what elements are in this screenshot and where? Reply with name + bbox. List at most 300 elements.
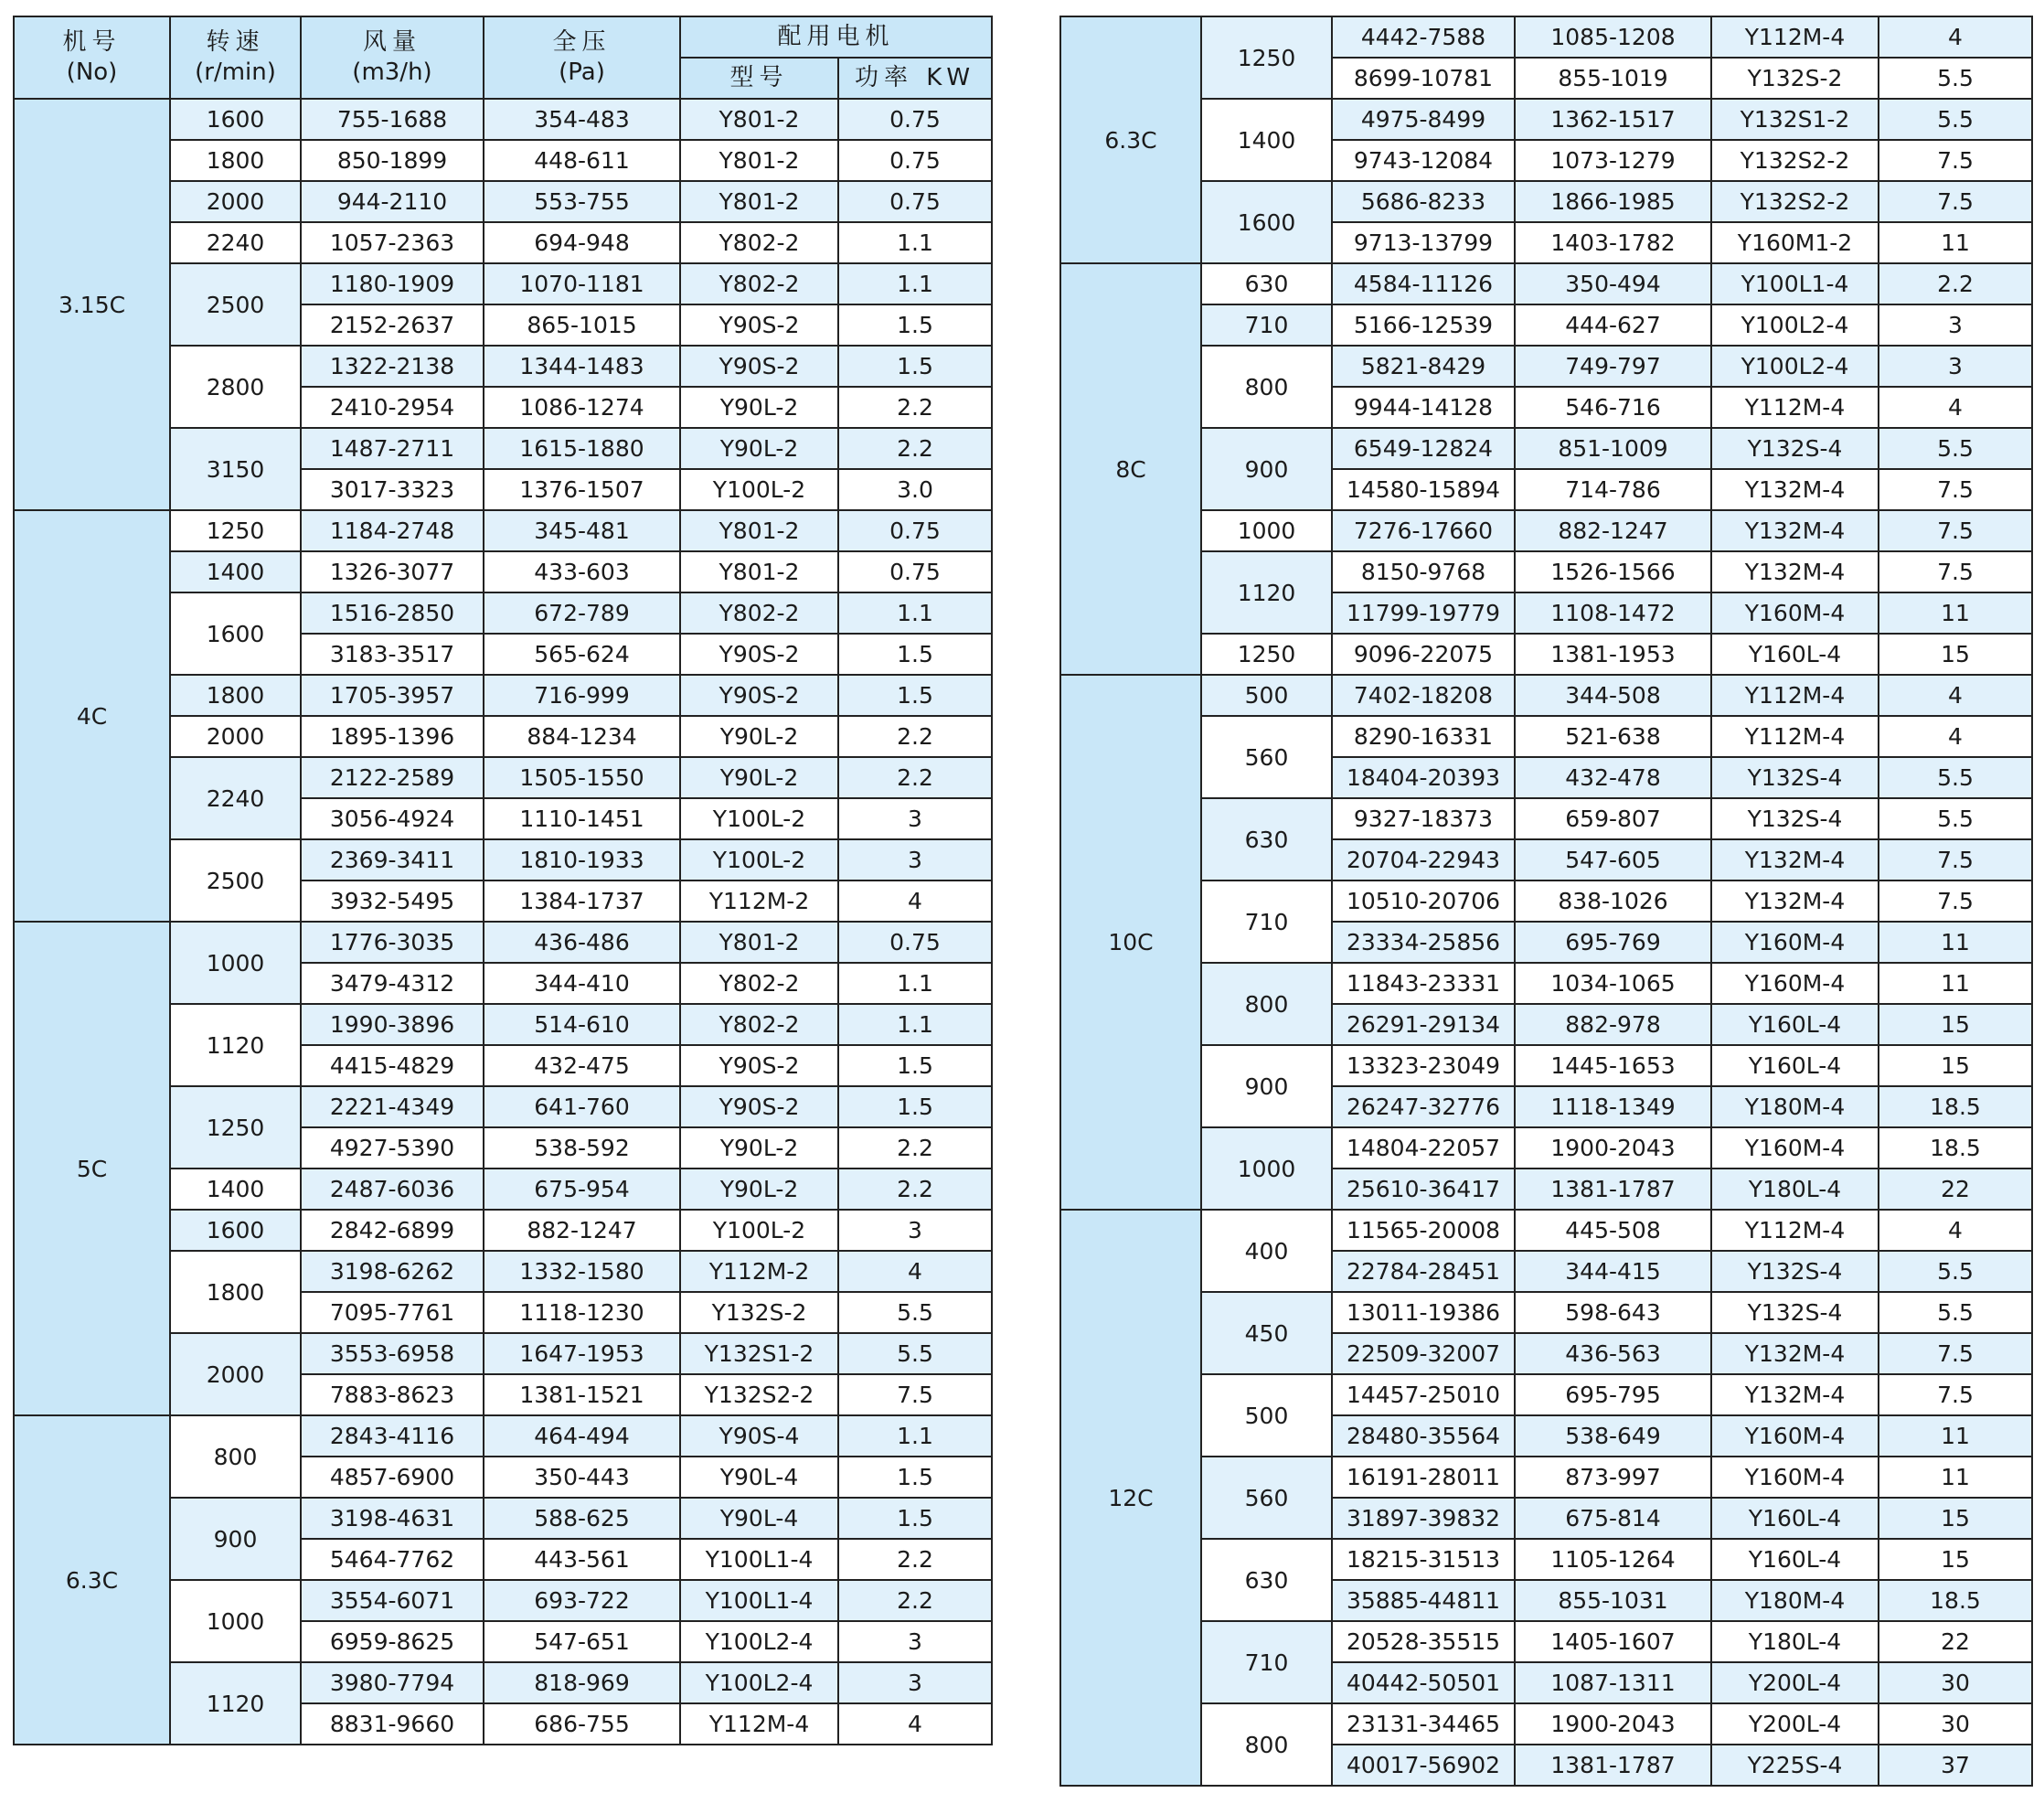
airflow-cell: 28480-35564 bbox=[1333, 1416, 1516, 1457]
speed-cell: 1600 bbox=[171, 1211, 302, 1252]
pressure-cell: 538-649 bbox=[1516, 1416, 1712, 1457]
airflow-cell: 8699-10781 bbox=[1333, 59, 1516, 100]
motor-model-cell: Y180M-4 bbox=[1712, 1087, 1879, 1128]
speed-cell: 1250 bbox=[171, 511, 302, 552]
motor-model-cell: Y801-2 bbox=[681, 511, 839, 552]
motor-model-cell: Y801-2 bbox=[681, 182, 839, 223]
airflow-cell: 4857-6900 bbox=[302, 1457, 484, 1499]
motor-model-cell: Y802-2 bbox=[681, 264, 839, 305]
pressure-cell: 1810-1933 bbox=[484, 840, 681, 881]
airflow-cell: 14804-22057 bbox=[1333, 1128, 1516, 1169]
pressure-cell: 1105-1264 bbox=[1516, 1540, 1712, 1581]
speed-cell: 1800 bbox=[171, 1252, 302, 1334]
motor-power-cell: 11 bbox=[1879, 593, 2033, 635]
airflow-cell: 2221-4349 bbox=[302, 1087, 484, 1128]
header-motor-label: 配用电机 bbox=[777, 23, 895, 50]
airflow-cell: 35885-44811 bbox=[1333, 1581, 1516, 1622]
motor-power-cell: 3 bbox=[839, 1211, 993, 1252]
speed-cell: 900 bbox=[1202, 1046, 1333, 1128]
pressure-cell: 855-1031 bbox=[1516, 1581, 1712, 1622]
motor-power-cell: 1.1 bbox=[839, 1416, 993, 1457]
motor-model-cell: Y132S1-2 bbox=[1712, 100, 1879, 141]
motor-power-cell: 22 bbox=[1879, 1169, 2033, 1211]
pressure-cell: 432-478 bbox=[1516, 758, 1712, 799]
motor-model-cell: Y112M-4 bbox=[681, 1704, 839, 1745]
motor-power-cell: 30 bbox=[1879, 1663, 2033, 1704]
airflow-cell: 4415-4829 bbox=[302, 1046, 484, 1087]
pressure-cell: 659-807 bbox=[1516, 799, 1712, 840]
pressure-cell: 686-755 bbox=[484, 1704, 681, 1745]
header-speed bbox=[171, 17, 302, 100]
pressure-cell: 1505-1550 bbox=[484, 758, 681, 799]
airflow-cell: 14580-15894 bbox=[1333, 470, 1516, 511]
airflow-cell: 11799-19779 bbox=[1333, 593, 1516, 635]
pressure-cell: 1900-2043 bbox=[1516, 1704, 1712, 1745]
airflow-cell: 5686-8233 bbox=[1333, 182, 1516, 223]
motor-power-cell: 0.75 bbox=[839, 182, 993, 223]
motor-model-cell: Y180M-4 bbox=[1712, 1581, 1879, 1622]
motor-model-cell: Y200L-4 bbox=[1712, 1663, 1879, 1704]
machine-no-cell: 5C bbox=[15, 923, 171, 1416]
motor-power-cell: 1.5 bbox=[839, 1046, 993, 1087]
motor-model-cell: Y90L-2 bbox=[681, 1128, 839, 1169]
speed-cell: 1120 bbox=[171, 1005, 302, 1087]
motor-model-cell: Y132S-4 bbox=[1712, 799, 1879, 840]
airflow-cell: 1516-2850 bbox=[302, 593, 484, 635]
airflow-cell: 1180-1909 bbox=[302, 264, 484, 305]
airflow-cell: 1326-3077 bbox=[302, 552, 484, 593]
motor-power-cell: 7.5 bbox=[1879, 1375, 2033, 1416]
pressure-cell: 1376-1507 bbox=[484, 470, 681, 511]
motor-model-cell: Y132S-4 bbox=[1712, 429, 1879, 470]
speed-cell: 1800 bbox=[171, 676, 302, 717]
airflow-cell: 2842-6899 bbox=[302, 1211, 484, 1252]
machine-no-cell: 6.3C bbox=[1061, 17, 1202, 264]
speed-cell: 500 bbox=[1202, 676, 1333, 717]
motor-power-cell: 5.5 bbox=[1879, 1252, 2033, 1293]
airflow-cell: 3198-4631 bbox=[302, 1499, 484, 1540]
motor-model-cell: Y112M-2 bbox=[681, 1252, 839, 1293]
motor-power-cell: 3 bbox=[839, 840, 993, 881]
motor-power-cell: 2.2 bbox=[839, 429, 993, 470]
airflow-cell: 3183-3517 bbox=[302, 635, 484, 676]
machine-no-cell: 12C bbox=[1061, 1211, 1202, 1787]
motor-model-cell: Y132S-2 bbox=[681, 1293, 839, 1334]
header-motor-power bbox=[839, 59, 993, 100]
airflow-cell: 9713-13799 bbox=[1333, 223, 1516, 264]
motor-power-cell: 30 bbox=[1879, 1704, 2033, 1745]
motor-model-cell: Y100L2-4 bbox=[1712, 305, 1879, 347]
header-speed-label: 转速 bbox=[206, 28, 265, 56]
pressure-cell: 598-643 bbox=[1516, 1293, 1712, 1334]
speed-cell: 900 bbox=[1202, 429, 1333, 511]
motor-model-cell: Y180L-4 bbox=[1712, 1169, 1879, 1211]
pressure-cell: 514-610 bbox=[484, 1005, 681, 1046]
motor-model-cell: Y112M-2 bbox=[681, 881, 839, 923]
pressure-cell: 1405-1607 bbox=[1516, 1622, 1712, 1663]
motor-model-cell: Y200L-4 bbox=[1712, 1704, 1879, 1745]
motor-power-cell: 7.5 bbox=[839, 1375, 993, 1416]
motor-power-cell: 2.2 bbox=[839, 388, 993, 429]
motor-model-cell: Y90S-2 bbox=[681, 635, 839, 676]
speed-cell: 800 bbox=[1202, 964, 1333, 1046]
speed-cell: 2240 bbox=[171, 758, 302, 840]
speed-cell: 500 bbox=[1202, 1375, 1333, 1457]
motor-power-cell: 2.2 bbox=[1879, 264, 2033, 305]
motor-power-cell: 5.5 bbox=[839, 1334, 993, 1375]
motor-model-cell: Y100L-2 bbox=[681, 1211, 839, 1252]
pressure-cell: 1381-1521 bbox=[484, 1375, 681, 1416]
motor-model-cell: Y100L1-4 bbox=[681, 1581, 839, 1622]
pressure-cell: 1034-1065 bbox=[1516, 964, 1712, 1005]
speed-cell: 800 bbox=[171, 1416, 302, 1499]
motor-model-cell: Y802-2 bbox=[681, 964, 839, 1005]
motor-power-cell: 15 bbox=[1879, 635, 2033, 676]
airflow-cell: 26247-32776 bbox=[1333, 1087, 1516, 1128]
pressure-cell: 350-494 bbox=[1516, 264, 1712, 305]
motor-model-cell: Y132M-4 bbox=[1712, 1334, 1879, 1375]
machine-no-cell: 6.3C bbox=[15, 1416, 171, 1745]
pressure-cell: 838-1026 bbox=[1516, 881, 1712, 923]
motor-model-cell: Y160L-4 bbox=[1712, 1540, 1879, 1581]
motor-model-cell: Y132M-4 bbox=[1712, 511, 1879, 552]
pressure-cell: 1110-1451 bbox=[484, 799, 681, 840]
airflow-cell: 2843-4116 bbox=[302, 1416, 484, 1457]
motor-model-cell: Y132M-4 bbox=[1712, 470, 1879, 511]
speed-cell: 560 bbox=[1202, 717, 1333, 799]
pressure-cell: 884-1234 bbox=[484, 717, 681, 758]
speed-cell: 2000 bbox=[171, 182, 302, 223]
pressure-cell: 433-603 bbox=[484, 552, 681, 593]
pressure-cell: 1866-1985 bbox=[1516, 182, 1712, 223]
header-pressure-unit: (Pa) bbox=[559, 59, 605, 86]
speed-cell: 1600 bbox=[1202, 182, 1333, 264]
airflow-cell: 3198-6262 bbox=[302, 1252, 484, 1293]
pressure-cell: 1108-1472 bbox=[1516, 593, 1712, 635]
motor-power-cell: 22 bbox=[1879, 1622, 2033, 1663]
motor-power-cell: 1.5 bbox=[839, 676, 993, 717]
motor-model-cell: Y160M-4 bbox=[1712, 593, 1879, 635]
motor-model-cell: Y160L-4 bbox=[1712, 1499, 1879, 1540]
header-motor-model-label: 型号 bbox=[729, 64, 789, 91]
pressure-cell: 1384-1737 bbox=[484, 881, 681, 923]
motor-model-cell: Y132M-4 bbox=[1712, 840, 1879, 881]
motor-power-cell: 1.1 bbox=[839, 593, 993, 635]
motor-model-cell: Y112M-4 bbox=[1712, 388, 1879, 429]
motor-power-cell: 11 bbox=[1879, 1416, 2033, 1457]
pressure-cell: 1073-1279 bbox=[1516, 141, 1712, 182]
airflow-cell: 3056-4924 bbox=[302, 799, 484, 840]
machine-no-cell: 3.15C bbox=[15, 100, 171, 511]
speed-cell: 1000 bbox=[1202, 511, 1333, 552]
header-airflow-label: 风量 bbox=[362, 28, 421, 56]
airflow-cell: 8290-16331 bbox=[1333, 717, 1516, 758]
header-speed-unit: (r/min) bbox=[195, 59, 276, 86]
speed-cell: 1800 bbox=[171, 141, 302, 182]
pressure-cell: 553-755 bbox=[484, 182, 681, 223]
airflow-cell: 10510-20706 bbox=[1333, 881, 1516, 923]
speed-cell: 1250 bbox=[1202, 17, 1333, 100]
pressure-cell: 464-494 bbox=[484, 1416, 681, 1457]
pressure-cell: 436-563 bbox=[1516, 1334, 1712, 1375]
motor-model-cell: Y801-2 bbox=[681, 141, 839, 182]
airflow-cell: 850-1899 bbox=[302, 141, 484, 182]
machine-no-cell: 8C bbox=[1061, 264, 1202, 676]
airflow-cell: 4927-5390 bbox=[302, 1128, 484, 1169]
airflow-cell: 5821-8429 bbox=[1333, 347, 1516, 388]
header-airflow-unit: (m3/h) bbox=[352, 59, 432, 86]
airflow-cell: 14457-25010 bbox=[1333, 1375, 1516, 1416]
pressure-cell: 345-481 bbox=[484, 511, 681, 552]
motor-power-cell: 2.2 bbox=[839, 758, 993, 799]
pressure-cell: 445-508 bbox=[1516, 1211, 1712, 1252]
motor-power-cell: 5.5 bbox=[1879, 100, 2033, 141]
airflow-cell: 7402-18208 bbox=[1333, 676, 1516, 717]
airflow-cell: 11565-20008 bbox=[1333, 1211, 1516, 1252]
airflow-cell: 4442-7588 bbox=[1333, 17, 1516, 59]
motor-power-cell: 15 bbox=[1879, 1005, 2033, 1046]
motor-power-cell: 5.5 bbox=[1879, 59, 2033, 100]
motor-power-cell: 3 bbox=[839, 1622, 993, 1663]
motor-model-cell: Y100L1-4 bbox=[681, 1540, 839, 1581]
motor-power-cell: 3 bbox=[1879, 305, 2033, 347]
speed-cell: 630 bbox=[1202, 799, 1333, 881]
speed-cell: 2500 bbox=[171, 840, 302, 923]
motor-power-cell: 1.5 bbox=[839, 1457, 993, 1499]
motor-model-cell: Y132S1-2 bbox=[681, 1334, 839, 1375]
speed-cell: 2000 bbox=[171, 1334, 302, 1416]
pressure-cell: 546-716 bbox=[1516, 388, 1712, 429]
airflow-cell: 2410-2954 bbox=[302, 388, 484, 429]
airflow-cell: 4584-11126 bbox=[1333, 264, 1516, 305]
speed-cell: 710 bbox=[1202, 1622, 1333, 1704]
airflow-cell: 5166-12539 bbox=[1333, 305, 1516, 347]
airflow-cell: 2152-2637 bbox=[302, 305, 484, 347]
pressure-cell: 882-978 bbox=[1516, 1005, 1712, 1046]
machine-no-cell: 4C bbox=[15, 511, 171, 923]
pressure-cell: 1118-1349 bbox=[1516, 1087, 1712, 1128]
airflow-cell: 3479-4312 bbox=[302, 964, 484, 1005]
motor-model-cell: Y100L-2 bbox=[681, 840, 839, 881]
airflow-cell: 23131-34465 bbox=[1333, 1704, 1516, 1745]
pressure-cell: 865-1015 bbox=[484, 305, 681, 347]
motor-model-cell: Y132M-4 bbox=[1712, 881, 1879, 923]
pressure-cell: 344-415 bbox=[1516, 1252, 1712, 1293]
motor-power-cell: 2.2 bbox=[839, 1581, 993, 1622]
motor-power-cell: 4 bbox=[1879, 17, 2033, 59]
speed-cell: 900 bbox=[171, 1499, 302, 1581]
motor-model-cell: Y112M-4 bbox=[1712, 17, 1879, 59]
airflow-cell: 18404-20393 bbox=[1333, 758, 1516, 799]
speed-cell: 1400 bbox=[1202, 100, 1333, 182]
pressure-cell: 695-795 bbox=[1516, 1375, 1712, 1416]
motor-power-cell: 18.5 bbox=[1879, 1087, 2033, 1128]
airflow-cell: 9096-22075 bbox=[1333, 635, 1516, 676]
pressure-cell: 1070-1181 bbox=[484, 264, 681, 305]
header-machine-no-label: 机号 bbox=[62, 28, 122, 56]
pressure-cell: 1087-1311 bbox=[1516, 1663, 1712, 1704]
motor-model-cell: Y100L1-4 bbox=[1712, 264, 1879, 305]
motor-power-cell: 5.5 bbox=[1879, 758, 2033, 799]
motor-model-cell: Y132S2-2 bbox=[1712, 182, 1879, 223]
motor-model-cell: Y802-2 bbox=[681, 593, 839, 635]
pressure-cell: 1381-1787 bbox=[1516, 1169, 1712, 1211]
pressure-cell: 695-769 bbox=[1516, 923, 1712, 964]
motor-power-cell: 3.0 bbox=[839, 470, 993, 511]
motor-power-cell: 3 bbox=[839, 799, 993, 840]
pressure-cell: 521-638 bbox=[1516, 717, 1712, 758]
airflow-cell: 1895-1396 bbox=[302, 717, 484, 758]
pressure-cell: 672-789 bbox=[484, 593, 681, 635]
motor-power-cell: 7.5 bbox=[1879, 552, 2033, 593]
airflow-cell: 18215-31513 bbox=[1333, 1540, 1516, 1581]
airflow-cell: 31897-39832 bbox=[1333, 1499, 1516, 1540]
speed-cell: 1120 bbox=[171, 1663, 302, 1745]
motor-power-cell: 11 bbox=[1879, 223, 2033, 264]
motor-power-cell: 1.5 bbox=[839, 1087, 993, 1128]
speed-cell: 1600 bbox=[171, 100, 302, 141]
airflow-cell: 1184-2748 bbox=[302, 511, 484, 552]
pressure-cell: 354-483 bbox=[484, 100, 681, 141]
speed-cell: 800 bbox=[1202, 1704, 1333, 1787]
motor-power-cell: 4 bbox=[1879, 676, 2033, 717]
motor-model-cell: Y90S-2 bbox=[681, 676, 839, 717]
motor-model-cell: Y160L-4 bbox=[1712, 635, 1879, 676]
motor-model-cell: Y90L-2 bbox=[681, 1169, 839, 1211]
pressure-cell: 1647-1953 bbox=[484, 1334, 681, 1375]
motor-power-cell: 1.5 bbox=[839, 635, 993, 676]
airflow-cell: 40017-56902 bbox=[1333, 1745, 1516, 1787]
motor-model-cell: Y132S2-2 bbox=[1712, 141, 1879, 182]
speed-cell: 1600 bbox=[171, 593, 302, 676]
motor-model-cell: Y160M-4 bbox=[1712, 964, 1879, 1005]
motor-model-cell: Y132M-4 bbox=[1712, 552, 1879, 593]
airflow-cell: 8150-9768 bbox=[1333, 552, 1516, 593]
header-machine-no bbox=[15, 17, 171, 100]
motor-model-cell: Y801-2 bbox=[681, 552, 839, 593]
machine-no-cell: 10C bbox=[1061, 676, 1202, 1211]
speed-cell: 630 bbox=[1202, 1540, 1333, 1622]
pressure-cell: 547-605 bbox=[1516, 840, 1712, 881]
motor-model-cell: Y802-2 bbox=[681, 223, 839, 264]
pressure-cell: 448-611 bbox=[484, 141, 681, 182]
pressure-cell: 436-486 bbox=[484, 923, 681, 964]
motor-power-cell: 5.5 bbox=[1879, 429, 2033, 470]
pressure-cell: 1086-1274 bbox=[484, 388, 681, 429]
speed-cell: 1400 bbox=[171, 1169, 302, 1211]
motor-model-cell: Y132S-2 bbox=[1712, 59, 1879, 100]
pressure-cell: 818-969 bbox=[484, 1663, 681, 1704]
motor-power-cell: 2.2 bbox=[839, 717, 993, 758]
header-motor-power-label: 功率 KW bbox=[854, 64, 976, 91]
pressure-cell: 714-786 bbox=[1516, 470, 1712, 511]
airflow-cell: 3554-6071 bbox=[302, 1581, 484, 1622]
speed-cell: 1000 bbox=[1202, 1128, 1333, 1211]
airflow-cell: 1057-2363 bbox=[302, 223, 484, 264]
motor-model-cell: Y112M-4 bbox=[1712, 717, 1879, 758]
pressure-cell: 882-1247 bbox=[1516, 511, 1712, 552]
header-motor bbox=[681, 17, 993, 59]
motor-power-cell: 0.75 bbox=[839, 511, 993, 552]
motor-power-cell: 1.1 bbox=[839, 223, 993, 264]
airflow-cell: 13011-19386 bbox=[1333, 1293, 1516, 1334]
pressure-cell: 444-627 bbox=[1516, 305, 1712, 347]
pressure-cell: 344-508 bbox=[1516, 676, 1712, 717]
motor-power-cell: 4 bbox=[839, 881, 993, 923]
airflow-cell: 23334-25856 bbox=[1333, 923, 1516, 964]
pressure-cell: 882-1247 bbox=[484, 1211, 681, 1252]
pressure-cell: 675-814 bbox=[1516, 1499, 1712, 1540]
motor-model-cell: Y132M-4 bbox=[1712, 1375, 1879, 1416]
motor-power-cell: 5.5 bbox=[1879, 1293, 2033, 1334]
airflow-cell: 9327-18373 bbox=[1333, 799, 1516, 840]
airflow-cell: 7883-8623 bbox=[302, 1375, 484, 1416]
motor-power-cell: 11 bbox=[1879, 1457, 2033, 1499]
motor-model-cell: Y160M-4 bbox=[1712, 1128, 1879, 1169]
motor-power-cell: 7.5 bbox=[1879, 182, 2033, 223]
airflow-cell: 11843-23331 bbox=[1333, 964, 1516, 1005]
motor-model-cell: Y132S2-2 bbox=[681, 1375, 839, 1416]
motor-model-cell: Y160M1-2 bbox=[1712, 223, 1879, 264]
motor-model-cell: Y100L2-4 bbox=[681, 1622, 839, 1663]
motor-power-cell: 4 bbox=[839, 1252, 993, 1293]
motor-power-cell: 3 bbox=[1879, 347, 2033, 388]
motor-model-cell: Y801-2 bbox=[681, 100, 839, 141]
airflow-cell: 16191-28011 bbox=[1333, 1457, 1516, 1499]
speed-cell: 2500 bbox=[171, 264, 302, 347]
speed-cell: 1250 bbox=[1202, 635, 1333, 676]
motor-model-cell: Y100L2-4 bbox=[1712, 347, 1879, 388]
airflow-cell: 40442-50501 bbox=[1333, 1663, 1516, 1704]
airflow-cell: 6549-12824 bbox=[1333, 429, 1516, 470]
speed-cell: 400 bbox=[1202, 1211, 1333, 1293]
speed-cell: 630 bbox=[1202, 264, 1333, 305]
pressure-cell: 851-1009 bbox=[1516, 429, 1712, 470]
motor-model-cell: Y160M-4 bbox=[1712, 923, 1879, 964]
motor-power-cell: 11 bbox=[1879, 964, 2033, 1005]
motor-model-cell: Y801-2 bbox=[681, 923, 839, 964]
airflow-cell: 1705-3957 bbox=[302, 676, 484, 717]
motor-model-cell: Y90L-2 bbox=[681, 758, 839, 799]
airflow-cell: 5464-7762 bbox=[302, 1540, 484, 1581]
airflow-cell: 25610-36417 bbox=[1333, 1169, 1516, 1211]
motor-power-cell: 1.5 bbox=[839, 347, 993, 388]
pressure-cell: 1085-1208 bbox=[1516, 17, 1712, 59]
airflow-cell: 22784-28451 bbox=[1333, 1252, 1516, 1293]
motor-model-cell: Y160L-4 bbox=[1712, 1005, 1879, 1046]
pressure-cell: 565-624 bbox=[484, 635, 681, 676]
speed-cell: 800 bbox=[1202, 347, 1333, 429]
pressure-cell: 716-999 bbox=[484, 676, 681, 717]
speed-cell: 710 bbox=[1202, 305, 1333, 347]
motor-power-cell: 0.75 bbox=[839, 141, 993, 182]
motor-power-cell: 0.75 bbox=[839, 923, 993, 964]
motor-power-cell: 11 bbox=[1879, 923, 2033, 964]
motor-model-cell: Y90L-2 bbox=[681, 429, 839, 470]
motor-model-cell: Y100L-2 bbox=[681, 799, 839, 840]
pressure-cell: 675-954 bbox=[484, 1169, 681, 1211]
pressure-cell: 1118-1230 bbox=[484, 1293, 681, 1334]
motor-model-cell: Y802-2 bbox=[681, 1005, 839, 1046]
motor-model-cell: Y90L-2 bbox=[681, 717, 839, 758]
motor-power-cell: 37 bbox=[1879, 1745, 2033, 1787]
motor-model-cell: Y90S-2 bbox=[681, 1046, 839, 1087]
airflow-cell: 7276-17660 bbox=[1333, 511, 1516, 552]
motor-power-cell: 7.5 bbox=[1879, 141, 2033, 182]
header-pressure-label: 全压 bbox=[552, 28, 612, 56]
airflow-cell: 7095-7761 bbox=[302, 1293, 484, 1334]
speed-cell: 1400 bbox=[171, 552, 302, 593]
